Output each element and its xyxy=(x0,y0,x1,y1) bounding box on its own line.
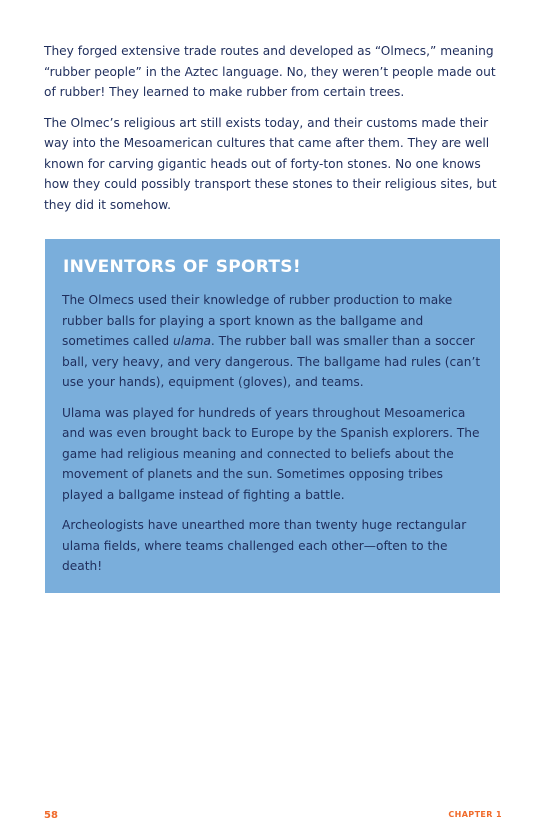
sidebar-paragraph-2: Ulama was played for hundreds of years throughout Mesoamerica and was even brought back to Europe by the Spanish explorers. The game had religious meaning and connected to beliefs about the movement of planets and the sun. Sometimes opposing tribes played a ballgame instead of fighting a battle. xyxy=(62,405,480,502)
sidebar-paragraph-1-end: . The rubber ball was smaller than a soccer ball, very heavy, and very dangerous. The ballgame had rules (can’t use your hands), equipment (gloves), and teams. xyxy=(62,334,481,389)
sidebar-body xyxy=(62,290,482,587)
intro-paragraph-1: They forged extensive trade routes and developed as “Olmecs,” meaning “rubber people” in the Aztec language. No, they weren’t people made out of rubber! They learned to make rubber from certain trees. xyxy=(44,44,496,99)
sidebar-paragraph-3: Archeologists have unearthed more than twenty huge rectangular ulama fields, where teams challenged each other—often to the death! xyxy=(62,518,467,573)
sidebar-title: INVENTORS OF SPORTS! xyxy=(63,257,301,277)
sidebar-paragraph-1 xyxy=(62,290,482,393)
ulama-term: ulama xyxy=(173,334,211,348)
intro-text xyxy=(44,41,506,225)
chapter-label: CHAPTER 1 xyxy=(448,810,502,819)
sidebar-box xyxy=(45,239,500,593)
intro-paragraph-2: The Olmec’s religious art still exists today, and their customs made their way into the Mesoamerican cultures that came after them. They are well known for carving gigantic heads out of forty-ton stones. No one knows how they could possibly transport these stones to their religious sites, but they did it somehow. xyxy=(44,115,497,212)
page-number: 58 xyxy=(44,810,58,821)
sidebar-paragraph-1-start: The Olmecs used their knowledge of rubber production to make rubber balls for playing a sport known as the ballgame and sometimes called xyxy=(62,293,453,348)
